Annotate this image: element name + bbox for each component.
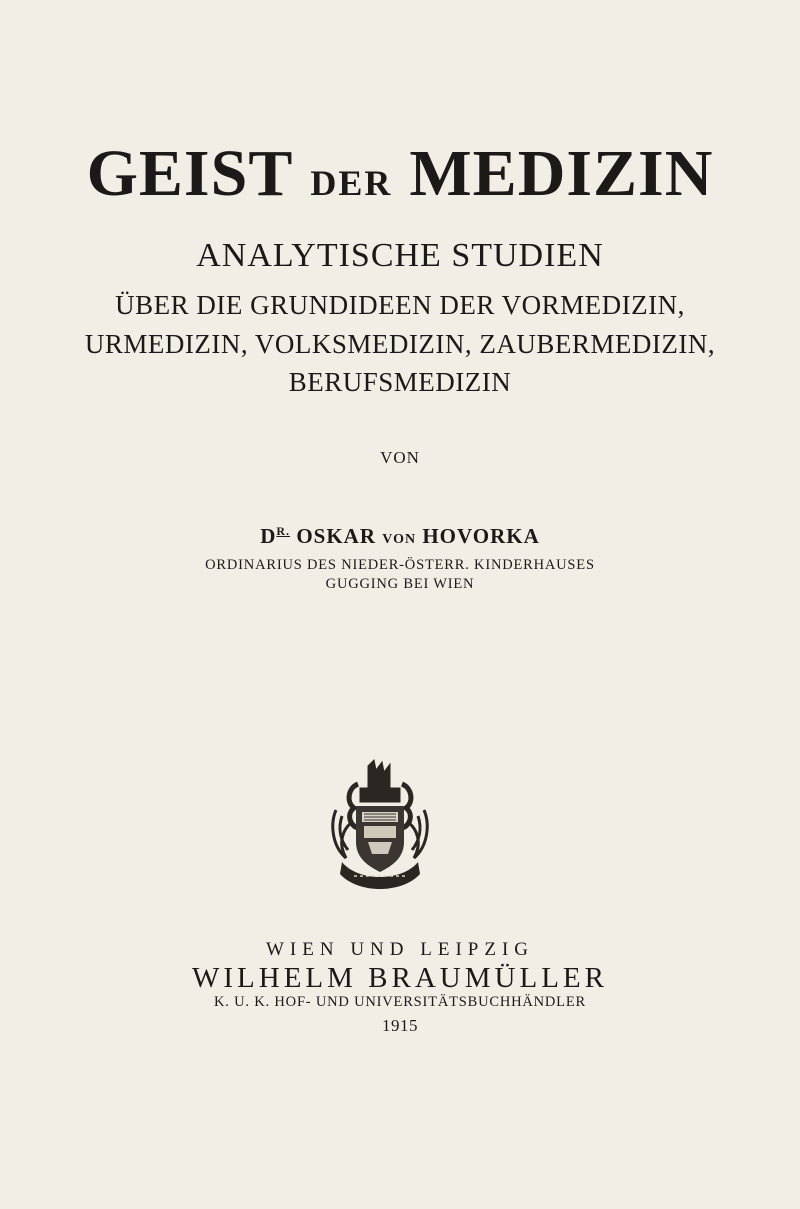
book-title (0, 138, 800, 219)
author-title: D (260, 524, 277, 548)
publisher-emblem-icon (328, 758, 432, 902)
publication-place: WIEN UND LEIPZIG (265, 939, 534, 960)
author-name (0, 518, 800, 553)
publisher-name: WILHELM BRAUMÜLLER (192, 962, 608, 994)
author-particle: VON (382, 532, 417, 547)
description-line-3: BERUFSMEDIZIN (288, 367, 512, 397)
by-label: VON (380, 448, 420, 467)
book-subtitle: ANALYTISCHE STUDIEN (196, 237, 604, 274)
author-first-name: OSKAR (296, 524, 376, 548)
author-last-name: HOVORKA (422, 524, 540, 548)
title-word-geist: GEIST (86, 137, 294, 210)
publication-year: 1915 (382, 1016, 418, 1035)
author-affiliation-line-1: ORDINARIUS DES NIEDER-ÖSTERR. KINDERHAUSES (205, 557, 595, 573)
title-word-medizin: MEDIZIN (409, 137, 714, 210)
description-line-1: ÜBER DIE GRUNDIDEEN DER VORMEDIZIN, (115, 290, 685, 320)
author-affiliation-line-2: GUGGING BEI WIEN (325, 576, 475, 592)
author-title-sup: R. (276, 524, 291, 538)
description-line-2: URMEDIZIN, VOLKSMEDIZIN, ZAUBERMEDIZIN, (84, 329, 716, 359)
publisher-description: K. U. K. HOF- UND UNIVERSITÄTSBUCHHÄNDLER (214, 994, 586, 1010)
title-word-der: DER (310, 163, 393, 203)
